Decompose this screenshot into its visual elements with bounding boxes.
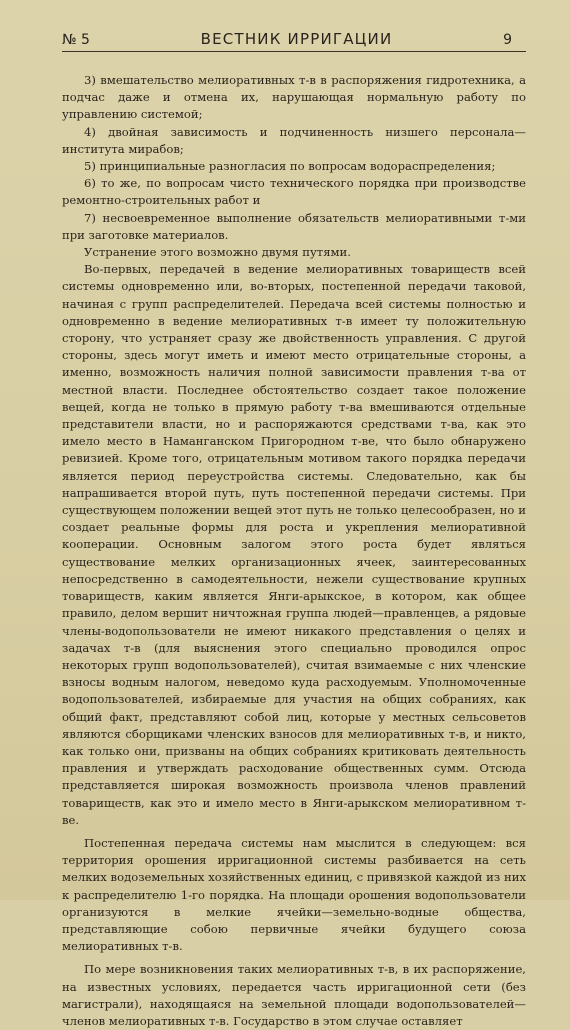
paragraph-first-way: Во-первых, передачей в ведение мелиоративных товариществ всей системы одновременно или, во-вторых, постепенной передачи таковой, начиная с групп распределителей. Передача всей системы полностью и одновременно в ведение мелиоративных т-в имеет ту положительную сторону, что устраняет сразу же двойственность управления. С другой стороны, здесь могут иметь и имеют место отрицательные стороны, а именно, возможность наличия полной зависимости правления т-ва от местной власти. Последнее обстоятельство создает такое положение вещей, когда не только в прямую работу т-ва вмешиваются отдельные представители власти, но и распоряжаются средствами т-ва, как это имело место в Наманганском Пригородном т-ве, что было обнаружено ревизией. Кроме того, отрицательным мотивом такого порядка передачи является период переустройства системы. Следовательно, как бы напрашивается второй путь, путь постепенной передачи системы. При существующем положении вещей этот путь не только целесообразен, но и создает реальные формы для роста и укрепления мелиоративной кооперации. Основным залогом этого роста будет являться существование мелких организационных ячеек, заинтересованных непосредственно в самодеятельности, нежели существование крупных товариществ, каким является Янги-арыкское, в котором, как общее правило, делом вершит ничтожная группа людей—правленцев, а рядовые члены-водопользователи не имеют никакого представления о целях и задачах т-в (для выяснения этого специально проводился опрос некоторых групп водопользователей), считая взимаемые с них членские взносы водным налогом, неведомо куда расходуемым. Уполномоченные водопользователей, избираемые для участия на общих собраниях, как общий факт, представляют собой лиц, которые у местных сельсоветов являются сборщиками членских взносов для мелиоративных т-в, и никто, как только они, призваны на общих собраниях критиковать деятельность правления и утверждать расходование общественных сумм. Отсюда представляется широкая возможность произвола членов правлений товариществ, как это и имело место в Янги-арыкском мелиоративном т-ве. bbox=[62, 262, 526, 827]
running-header bbox=[62, 30, 526, 52]
paragraph-two-ways: Устранение этого возможно двумя путями. bbox=[84, 245, 351, 260]
article-body bbox=[62, 72, 526, 1030]
list-item-5: 5) принципиальные разногласия по вопросам водораспределения; bbox=[84, 159, 496, 174]
list-item-3: 3) вмешательство мелиоративных т-в в распоряжения гидротехника, а подчас даже и отмена их, нарушающая нормальную работу по управлению системой; bbox=[62, 73, 526, 122]
journal-title: ВЕСТНИК ИРРИГАЦИИ bbox=[200, 30, 393, 48]
list-item-6: 6) то же, по вопросам чисто технического порядка при производстве ремонтно-строительных работ и bbox=[62, 176, 526, 208]
list-item-7: 7) несвоевременное выполнение обязательств мелиоративными т-ми при заготовке материалов. bbox=[62, 210, 526, 242]
list-item-4: 4) двойная зависимость и подчиненность низшего персонала—института мирабов; bbox=[62, 124, 526, 156]
paragraph-network-transfer: По мере возникновения таких мелиоративных т-в, в их распоряжение, на известных условиях, передается часть ирригационной сети (без магистрали), находящаяся на земельной площади водопользователей—членов мелиоративных т-в. Государство в этом случае оставляет bbox=[62, 962, 526, 1028]
page-number: 9 bbox=[503, 32, 512, 48]
issue-number: № 5 bbox=[62, 32, 90, 48]
paragraph-gradual-transfer: Постепенная передача системы нам мыслится в следующем: вся территория орошения ирригационной системы разбивается на сеть мелких водоземельных хозяйственных единиц, с привязкой каждой из них к распределителю 1-го порядка. На площади орошения водопользователи организуются в мелкие ячейки—земельно-водные общества, представляющие собою первичные ячейки будущего союза мелиоративных т-в. bbox=[62, 835, 526, 954]
